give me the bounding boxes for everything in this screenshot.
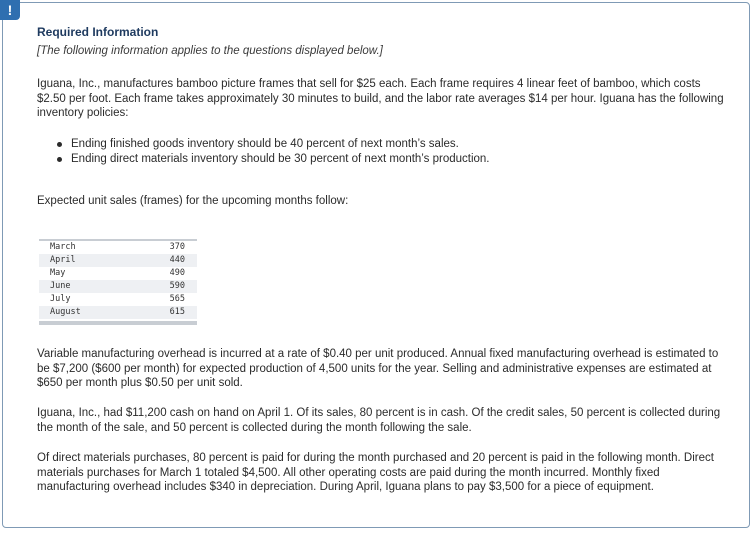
units-cell: 440 bbox=[128, 254, 197, 267]
month-cell: April bbox=[39, 254, 128, 267]
list-item: Ending direct materials inventory should be 30 percent of next month’s production. bbox=[57, 152, 490, 167]
table-divider bbox=[39, 321, 197, 325]
intro-note: [The following information applies to the questions displayed below.] bbox=[37, 45, 383, 57]
units-cell: 590 bbox=[128, 280, 197, 293]
table-row bbox=[39, 293, 197, 306]
month-cell: June bbox=[39, 280, 128, 293]
units-cell: 490 bbox=[169, 268, 185, 278]
table-row bbox=[39, 267, 197, 280]
table-row bbox=[39, 280, 197, 293]
units-cell: 370 bbox=[128, 240, 197, 254]
month-cell: May bbox=[50, 268, 66, 278]
page-title: Required Information bbox=[37, 25, 159, 39]
inventory-policy-list bbox=[57, 137, 490, 167]
month-cell: March bbox=[39, 240, 128, 254]
table-row bbox=[39, 306, 197, 319]
month-cell: August bbox=[39, 306, 128, 319]
paragraph-company-info: Iguana, Inc., manufactures bamboo picture frames that sell for $25 each. Each frame requires 4 linear feet of bamboo, which costs $2.50 per foot. Each frame takes approximately 30 minutes to build, and the labor rate averages $14 per hour. Iguana has the following inventory policies: bbox=[37, 78, 724, 119]
question-panel bbox=[2, 2, 750, 528]
paragraph-cash: Iguana, Inc., had $11,200 cash on hand on April 1. Of its sales, 80 percent is in cash. Of the credit sales, 50 percent is collected during the month of the sale, and 50 percent is collected during the month following the sale. bbox=[37, 407, 721, 434]
alert-icon: ! bbox=[0, 0, 20, 20]
paragraph-overhead: Variable manufacturing overhead is incurred at a rate of $0.40 per unit produced. Annual fixed manufacturing overhead is estimated to be $7,200 ($600 per month) for expected production of 4,500 units for the year. Selling and administrative expenses are estimated at $650 per month plus $0.50 per unit sold. bbox=[37, 348, 719, 389]
paragraph-purchases: Of direct materials purchases, 80 percent is paid for during the month purchased and 20 percent is paid in the following month. Direct materials purchases for March 1 totaled $4,500. All other operating costs are paid during the month incurred. Monthly fixed manufacturing overhead includes $340 in depreciation. During April, Iguana plans to pay $3,500 for a piece of equipment. bbox=[37, 452, 714, 493]
sales-table bbox=[39, 239, 197, 319]
units-cell: 565 bbox=[169, 294, 185, 304]
table-row bbox=[39, 240, 197, 254]
units-cell: 615 bbox=[128, 306, 197, 319]
month-cell: July bbox=[50, 294, 71, 304]
table-row bbox=[39, 254, 197, 267]
sales-intro-text: Expected unit sales (frames) for the upcoming months follow: bbox=[37, 195, 349, 207]
list-item: Ending finished goods inventory should be 40 percent of next month’s sales. bbox=[57, 137, 490, 152]
